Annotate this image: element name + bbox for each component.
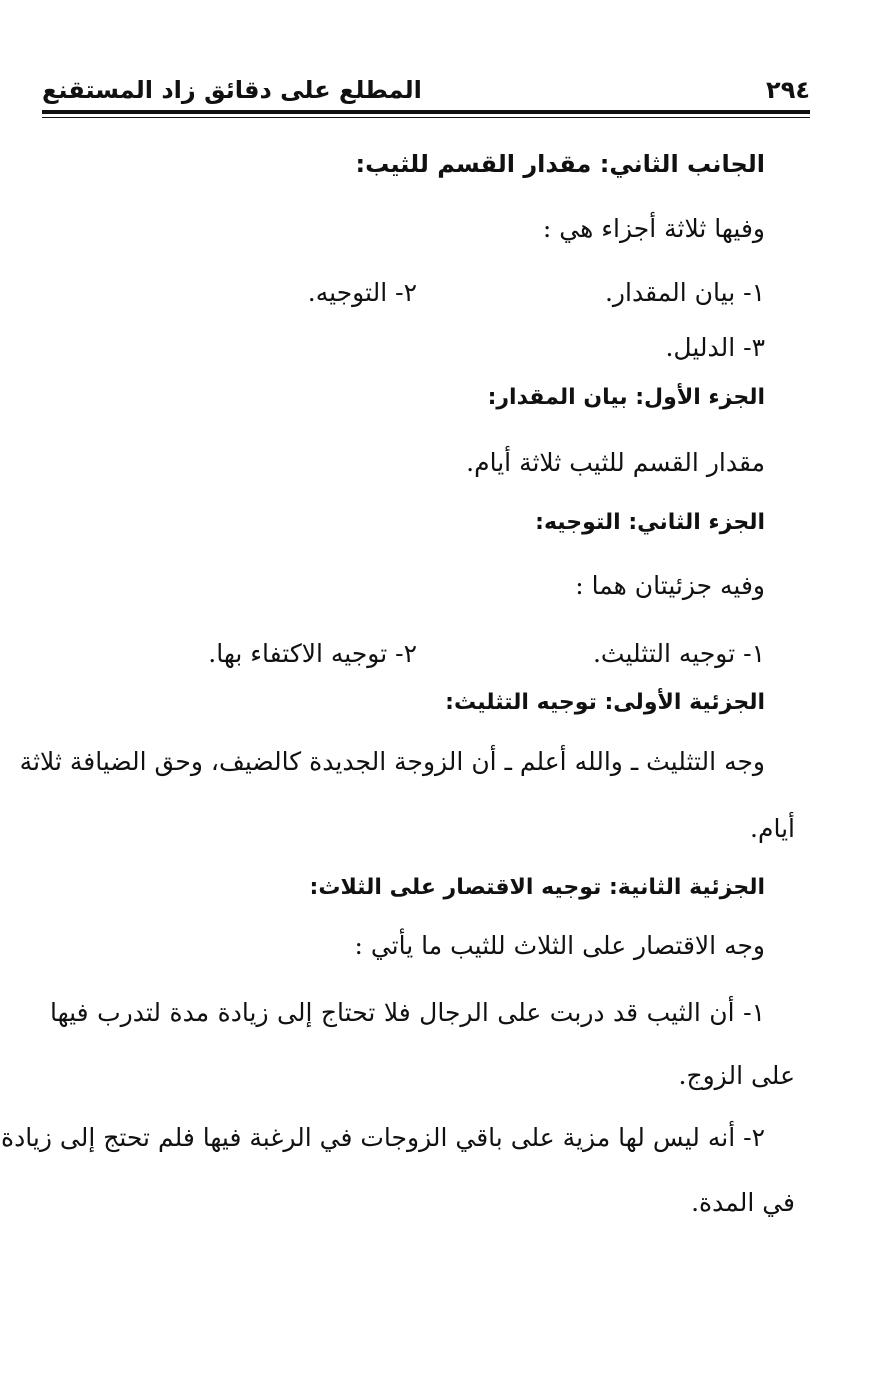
sub2-intro: وجه الاقتصار على الثلاث للثيب ما يأتي :	[354, 931, 765, 960]
running-title: المطلع على دقائق زاد المستقنع	[42, 76, 422, 104]
subpart-item-1: ١- توجيه التثليث.	[592, 639, 765, 668]
part-item-1: ١- بيان المقدار.	[604, 278, 765, 307]
part2-heading: الجزء الثاني: التوجيه:	[535, 510, 765, 535]
sub1-heading: الجزئية الأولى: توجيه التثليث:	[445, 690, 765, 715]
intro-line: وفيها ثلاثة أجزاء هي :	[542, 214, 765, 243]
part1-text: مقدار القسم للثيب ثلاثة أيام.	[466, 448, 765, 477]
sub1-text-line1: وجه التثليث ـ والله أعلم ـ أن الزوجة الجديدة كالضيف، وحق الضيافة ثلاثة	[19, 747, 765, 776]
reason1-line2: على الزوج.	[678, 1061, 795, 1090]
part1-heading: الجزء الأول: بيان المقدار:	[487, 385, 765, 410]
part2-intro: وفيه جزئيتان هما :	[575, 571, 765, 600]
reason2-line1: ٢- أنه ليس لها مزية على باقي الزوجات في الرغبة فيها فلم تحتج إلى زيادة	[1, 1123, 765, 1152]
reason2-line2: في المدة.	[691, 1188, 795, 1217]
section-heading: الجانب الثاني: مقدار القسم للثيب:	[355, 150, 765, 178]
sub2-heading: الجزئية الثانية: توجيه الاقتصار على الثلاث:	[309, 875, 765, 900]
reason1-line1: ١- أن الثيب قد دربت على الرجال فلا تحتاج إلى زيادة مدة لتدرب فيها	[50, 998, 765, 1027]
subpart-item-2: ٢- توجيه الاكتفاء بها.	[208, 639, 417, 668]
page-number: ٢٩٤	[766, 76, 810, 104]
header-rule-thick	[42, 110, 810, 114]
part-item-2: ٢- التوجيه.	[307, 278, 417, 307]
header-rule-thin	[42, 117, 810, 118]
part-item-3: ٣- الدليل.	[665, 333, 765, 362]
page-header	[42, 70, 810, 118]
sub1-text-line2: أيام.	[750, 814, 795, 843]
